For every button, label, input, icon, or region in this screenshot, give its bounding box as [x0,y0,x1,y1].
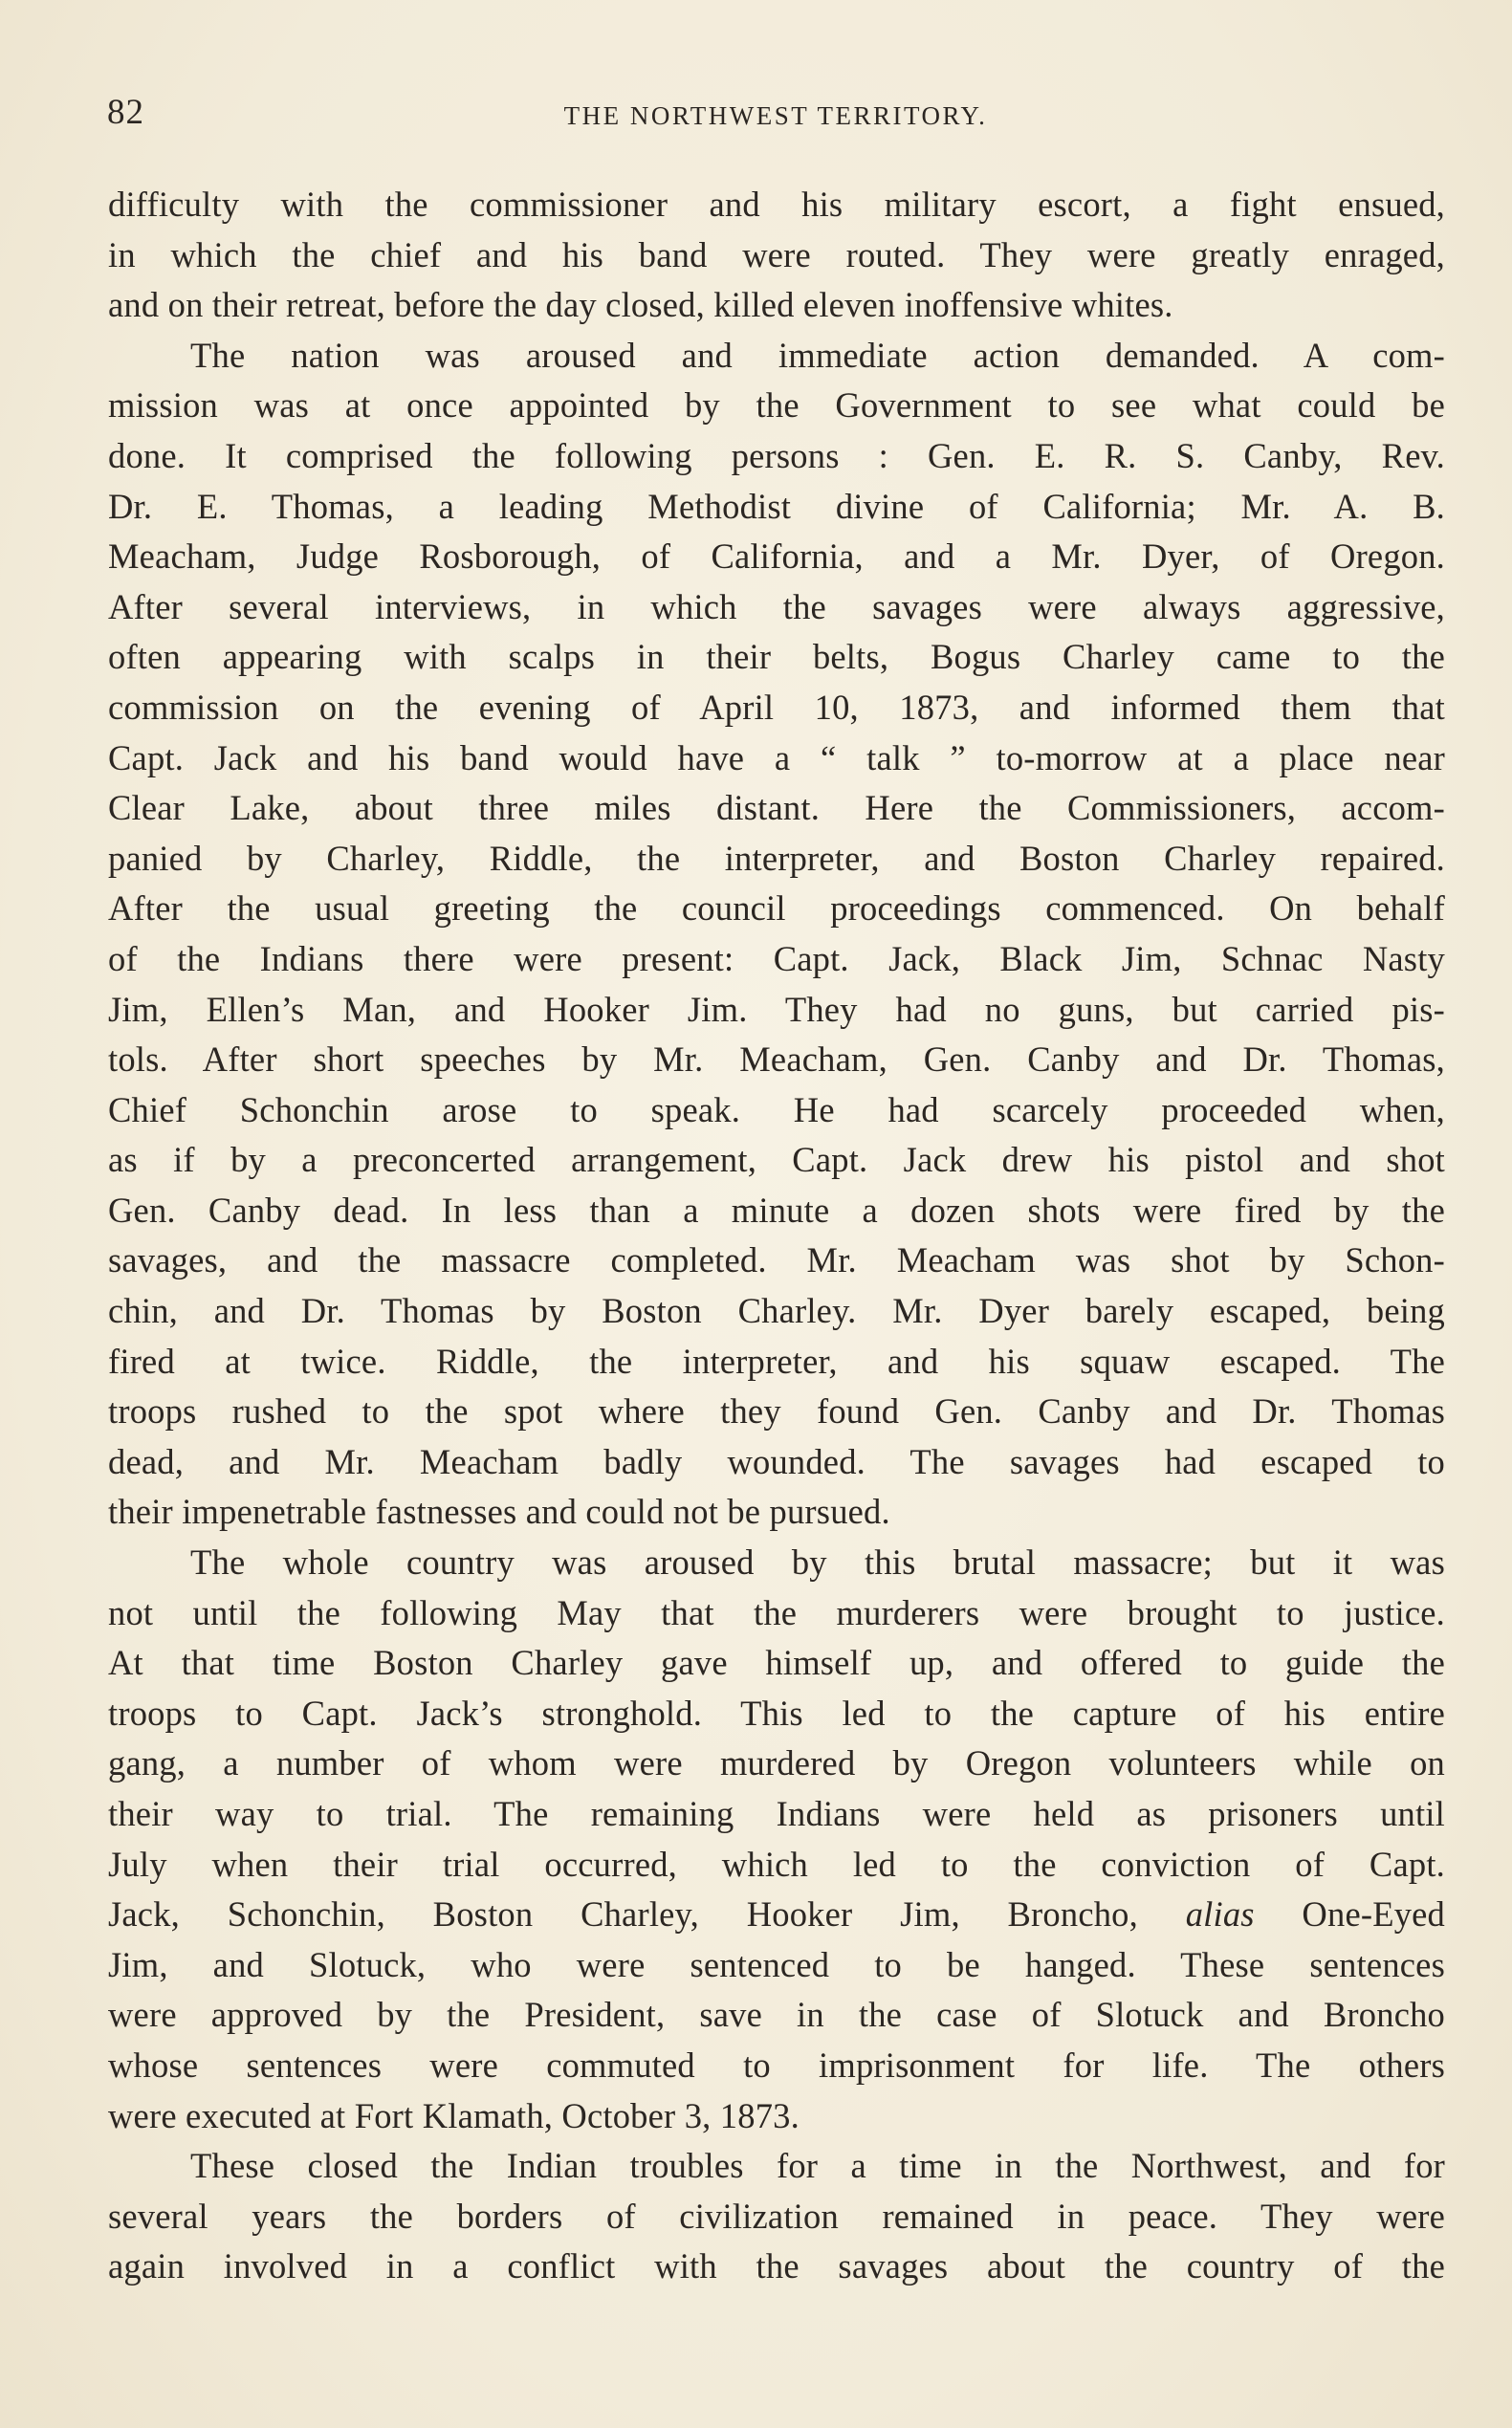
text-line: Jim, and Slotuck, who were sentenced to be hanged. These sentences [108,1944,1445,1984]
text-line: troops rushed to the spot where they found Gen. Canby and Dr. Thomas [108,1391,1445,1432]
page-header [107,92,1444,140]
text-line: Gen. Canby dead. In less than a minute a dozen shots were fired by the [108,1190,1445,1230]
text-line: of the Indians there were present: Capt. Jack, Black Jim, Schnac Nasty [108,938,1445,978]
text-line: These closed the Indian troubles for a time in the Northwest, and for [190,2146,1445,2186]
body-text [108,180,1445,2292]
text-line: were approved by the President, save in the case of Slotuck and Broncho [108,1995,1445,2035]
page-number: 82 [107,93,144,132]
text-line: Clear Lake, about three miles distant. Here the Commissioners, accom- [108,788,1445,828]
text-line: were executed at Fort Klamath, October 3, 1873. [108,2095,800,2135]
text-segment: Jack, Schonchin, Boston Charley, Hooker Jim, Broncho, [108,1894,1186,1935]
text-line: panied by Charley, Riddle, the interpreter, and Boston Charley repaired. [108,838,1445,878]
running-head: THE NORTHWEST TERRITORY. [563,101,988,130]
text-line: and on their retreat, before the day closed, killed eleven inoffensive whites. [108,285,1173,325]
text-line: commission on the evening of April 10, 1873, and informed them that [108,687,1445,727]
text-line: as if by a preconcerted arrangement, Capt. Jack drew his pistol and shot [108,1140,1445,1180]
text-line: in which the chief and his band were routed. They were greatly enraged, [108,234,1445,274]
text-line: troops to Capt. Jack’s stronghold. This led to the capture of his entire [108,1693,1445,1733]
text-line: Capt. Jack and his band would have a “ talk ” to-morrow at a place near [108,737,1445,777]
text-line: dead, and Mr. Meacham badly wounded. The savages had escaped to [108,1441,1445,1481]
text-line: difficulty with the commissioner and his military escort, a fight ensued, [108,185,1445,224]
text-line: chin, and Dr. Thomas by Boston Charley. Mr. Dyer barely escaped, being [108,1291,1445,1331]
text-line: done. It comprised the following persons : Gen. E. R. S. Canby, Rev. [108,435,1445,475]
text-line: not until the following May that the murderers were brought to justice. [108,1592,1445,1632]
text-line: After several interviews, in which the savages were always aggressive, [108,586,1445,626]
text-segment: One-Eyed [1254,1894,1445,1935]
text-line: mission was at once appointed by the Government to see what could be [108,385,1445,426]
text-line: their impenetrable fastnesses and could not be pursued. [108,1492,890,1532]
text-line: At that time Boston Charley gave himself up, and offered to guide the [108,1643,1445,1683]
text-line: several years the borders of civilization remained in peace. They were [108,2196,1445,2236]
text-line: After the usual greeting the council proceedings commenced. On behalf [108,888,1445,929]
text-line: whose sentences were commuted to imprisonment for life. The others [108,2045,1445,2085]
text-line: Meacham, Judge Rosborough, of California, and a Mr. Dyer, of Oregon. [108,536,1445,577]
text-line: July when their trial occurred, which led to the conviction of Capt. [108,1844,1445,1884]
text-line: Chief Schonchin arose to speak. He had scarcely proceeded when, [108,1089,1445,1129]
text-line: savages, and the massacre completed. Mr. Meacham was shot by Schon- [108,1240,1445,1280]
text-line: gang, a number of whom were murdered by Oregon volunteers while on [108,1743,1445,1783]
text-line: Dr. E. Thomas, a leading Methodist divine of California; Mr. A. B. [108,486,1445,526]
text-line: their way to trial. The remaining Indians were held as prisoners until [108,1794,1445,1833]
text-line: often appearing with scalps in their belts, Bogus Charley came to the [108,637,1445,677]
text-line: fired at twice. Riddle, the interpreter, and his squaw escaped. The [108,1341,1445,1381]
text-line: again involved in a conflict with the savages about the country of the [108,2246,1445,2286]
text-line: The nation was aroused and immediate action demanded. A com- [190,335,1445,375]
italic-word: alias [1185,1894,1255,1935]
text-line: Jim, Ellen’s Man, and Hooker Jim. They had no guns, but carried pis- [108,989,1445,1029]
text-line: tols. After short speeches by Mr. Meacham, Gen. Canby and Dr. Thomas, [108,1039,1445,1080]
text-line [108,1890,1445,1940]
text-line: The whole country was aroused by this brutal massacre; but it was [190,1542,1445,1583]
